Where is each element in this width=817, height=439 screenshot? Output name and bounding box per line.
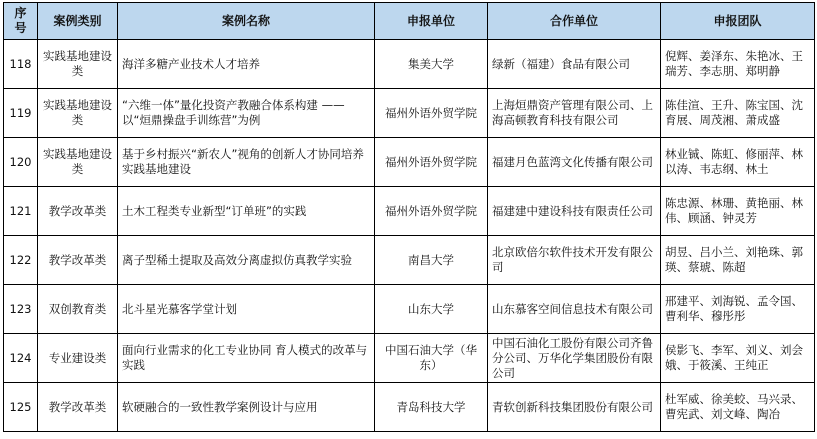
cell-name: “六维一体”量化投资产教融合体系构建 ——以“烜鼎操盘手训练营”为例 — [118, 89, 375, 138]
cell-team: 倪辉、姜泽东、朱艳冰、王瑞芳、李志朋、郑明静 — [661, 40, 815, 89]
table-row — [4, 187, 815, 236]
cell-unit: 中国石油大学（华东） — [375, 334, 488, 383]
case-table — [3, 2, 815, 432]
cell-team: 陈忠源、林珊、黄艳丽、林伟、顾涵、钟灵芳 — [661, 187, 815, 236]
table-row — [4, 334, 815, 383]
cell-unit: 集美大学 — [375, 40, 488, 89]
cell-partner: 福建月色蓝湾文化传播有限公司 — [488, 138, 661, 187]
header-num: 序 号 — [4, 3, 38, 40]
header-unit: 申报单位 — [375, 3, 488, 40]
cell-unit: 青岛科技大学 — [375, 383, 488, 432]
cell-num: 119 — [4, 89, 38, 138]
cell-type: 教学改革类 — [38, 187, 118, 236]
cell-team: 邢建平、刘海锐、孟令国、曹利华、穆彤彤 — [661, 285, 815, 334]
cell-unit: 福州外语外贸学院 — [375, 138, 488, 187]
cell-team: 杜军威、徐美蛟、马兴录、曹宪武、刘文峰、陶冶 — [661, 383, 815, 432]
cell-type: 专业建设类 — [38, 334, 118, 383]
cell-partner: 福建建中建设科技有限责任公司 — [488, 187, 661, 236]
cell-num: 124 — [4, 334, 38, 383]
cell-type: 实践基地建设类 — [38, 89, 118, 138]
table-row — [4, 89, 815, 138]
cell-name: 离子型稀土提取及高效分离虚拟仿真教学实验 — [118, 236, 375, 285]
table-row — [4, 285, 815, 334]
cell-num: 118 — [4, 40, 38, 89]
cell-partner: 北京欧倍尔软件技术开发有限公司 — [488, 236, 661, 285]
table-row — [4, 40, 815, 89]
cell-type: 教学改革类 — [38, 383, 118, 432]
cell-num: 123 — [4, 285, 38, 334]
table-row — [4, 383, 815, 432]
cell-unit: 福州外语外贸学院 — [375, 89, 488, 138]
table-row — [4, 236, 815, 285]
cell-name: 基于乡村振兴“新农人”视角的创新人才协同培养实践基地建设 — [118, 138, 375, 187]
cell-partner: 青软创新科技集团股份有限公司 — [488, 383, 661, 432]
cell-name: 北斗星光慕客学堂计划 — [118, 285, 375, 334]
table-container — [3, 2, 815, 432]
cell-unit: 福州外语外贸学院 — [375, 187, 488, 236]
cell-num: 125 — [4, 383, 38, 432]
cell-partner: 绿新（福建）食品有限公司 — [488, 40, 661, 89]
cell-team: 侯影飞、李军、刘义、刘会娥、于筱溪、王纯正 — [661, 334, 815, 383]
cell-unit: 山东大学 — [375, 285, 488, 334]
cell-partner: 上海烜鼎资产管理有限公司、上海高顿教育科技有限公司 — [488, 89, 661, 138]
cell-num: 121 — [4, 187, 38, 236]
header-row — [4, 3, 815, 40]
table-row — [4, 138, 815, 187]
cell-type: 实践基地建设类 — [38, 40, 118, 89]
cell-name: 软硬融合的一致性教学案例设计与应用 — [118, 383, 375, 432]
cell-team: 林业铖、陈虹、修丽萍、林以涛、韦志纲、林土 — [661, 138, 815, 187]
cell-num: 122 — [4, 236, 38, 285]
header-type: 案例类别 — [38, 3, 118, 40]
cell-partner: 山东慕客空间信息技术有限公司 — [488, 285, 661, 334]
cell-type: 教学改革类 — [38, 236, 118, 285]
cell-team: 陈佳渲、王升、陈宝国、沈育展、周茂湘、萧成盛 — [661, 89, 815, 138]
cell-team: 胡昱、吕小兰、刘艳珠、郭瑛、蔡琥、陈超 — [661, 236, 815, 285]
header-name: 案例名称 — [118, 3, 375, 40]
cell-name: 面向行业需求的化工专业协同 育人模式的改革与实践 — [118, 334, 375, 383]
cell-type: 双创教育类 — [38, 285, 118, 334]
cell-name: 土木工程类专业新型“订单班”的实践 — [118, 187, 375, 236]
cell-partner: 中国石油化工股份有限公司齐鲁分公司、万华化学集团股份有限公司 — [488, 334, 661, 383]
cell-num: 120 — [4, 138, 38, 187]
header-partner: 合作单位 — [488, 3, 661, 40]
cell-name: 海洋多糖产业技术人才培养 — [118, 40, 375, 89]
cell-type: 实践基地建设类 — [38, 138, 118, 187]
header-team: 申报团队 — [661, 3, 815, 40]
cell-unit: 南昌大学 — [375, 236, 488, 285]
